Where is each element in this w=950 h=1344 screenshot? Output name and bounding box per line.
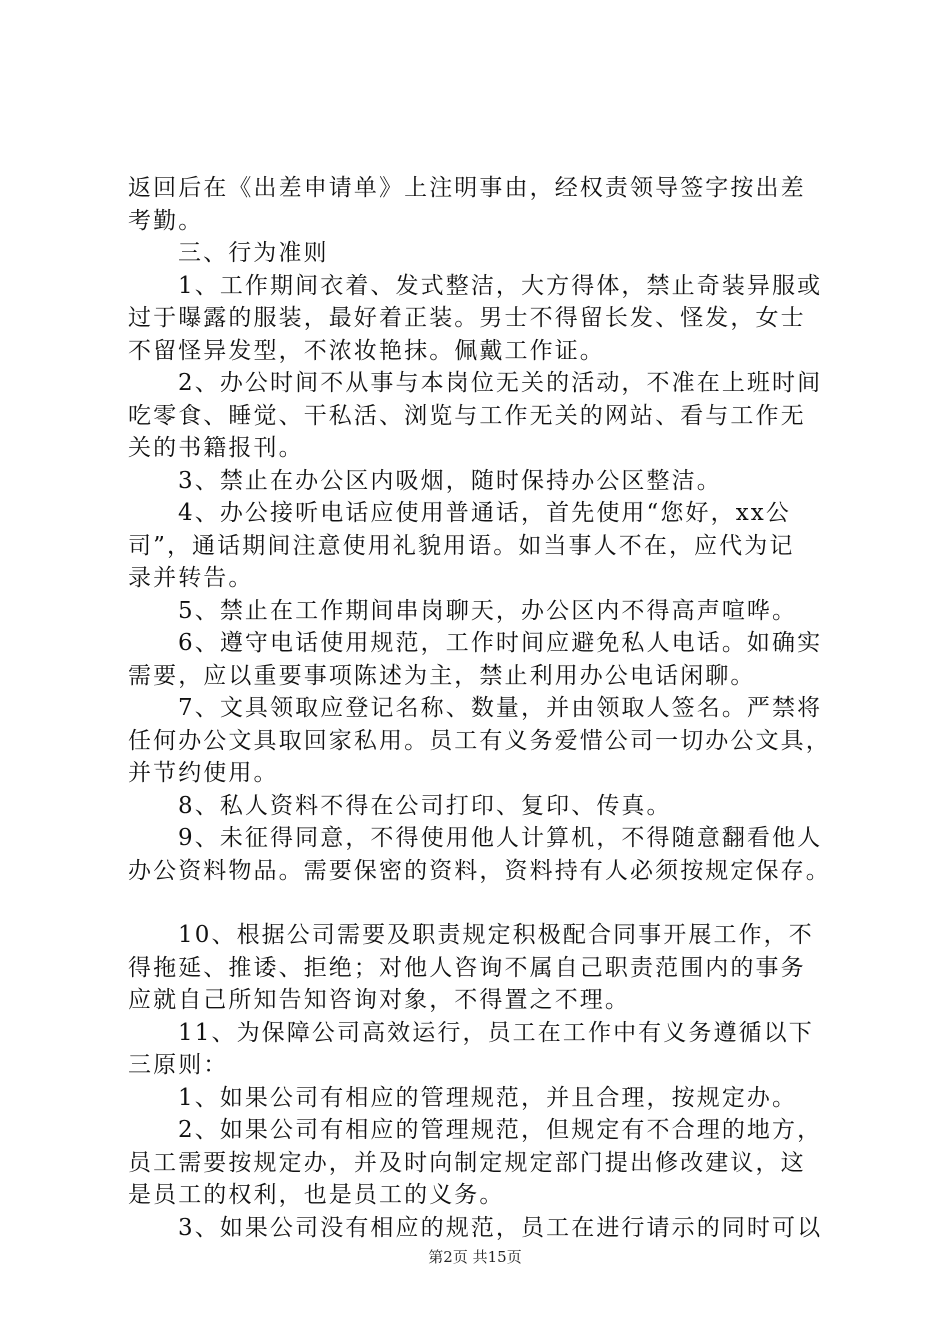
text-line: 6、遵守电话使用规范，工作时间应避免私人电话。如确实 — [178, 630, 823, 656]
text-line: 10、根据公司需要及职责规定积极配合同事开展工作，不 — [178, 922, 814, 948]
text-line: 8、私人资料不得在公司打印、复印、传真。 — [178, 792, 672, 819]
text-line: 三、行为准则 — [178, 240, 329, 266]
text-line: 3、如果公司没有相应的规范，员工在进行请示的同时可以 — [178, 1214, 823, 1241]
text-line: 办公资料物品。需要保密的资料，资料持有人必须按规定保存。 — [128, 857, 831, 884]
text-line: 2、如果公司有相应的管理规范，但规定有不合理的地方， — [178, 1117, 823, 1143]
text-line: 应就自己所知告知咨询对象，不得置之不理。 — [128, 987, 630, 1013]
text-line: 三原则： — [128, 1052, 229, 1078]
text-line: 5、禁止在工作期间串岗聊天，办公区内不得高声喧哗。 — [178, 597, 798, 624]
text-line: 返回后在《出差申请单》上注明事由，经权责领导签字按出差 — [128, 175, 806, 201]
text-line: 4、办公接听电话应使用普通话，首先使用“您好，xx公 — [178, 500, 791, 526]
text-line: 过于曝露的服装，最好着正装。男士不得留长发、怪发，女士 — [128, 305, 806, 331]
text-line: 司”，通话期间注意使用礼貌用语。如当事人不在，应代为记 — [128, 532, 795, 559]
text-line: 1、如果公司有相应的管理规范，并且合理，按规定办。 — [178, 1084, 798, 1111]
text-line: 关的书籍报刊。 — [128, 435, 304, 461]
text-line: 3、禁止在办公区内吸烟，随时保持办公区整洁。 — [178, 467, 722, 494]
text-line: 不留怪异发型，不浓妆艳抹。佩戴工作证。 — [128, 337, 605, 364]
text-line: 11、为保障公司高效运行，员工在工作中有义务遵循以下 — [178, 1019, 814, 1046]
text-line: 并节约使用。 — [128, 760, 279, 786]
text-line: 9、未征得同意，不得使用他人计算机，不得随意翻看他人 — [178, 825, 823, 851]
text-line: 员工需要按规定办，并及时向制定规定部门提出修改建议，这 — [128, 1149, 806, 1176]
text-line: 任何办公文具取回家私用。员工有义务爱惜公司一切办公文具， — [128, 727, 831, 754]
text-line: 吃零食、睡觉、干私活、浏览与工作无关的网站、看与工作无 — [128, 402, 806, 429]
text-line: 录并转告。 — [128, 565, 254, 591]
text-line: 2、办公时间不从事与本岗位无关的活动，不准在上班时间 — [178, 370, 823, 396]
page-footer: 第2页 共15页 — [428, 1248, 522, 1266]
text-line: 需要，应以重要事项陈述为主，禁止利用办公电话闲聊。 — [128, 662, 756, 689]
text-line: 得拖延、推诿、拒绝；对他人咨询不属自己职责范围内的事务 — [128, 954, 806, 981]
text-line: 1、工作期间衣着、发式整洁，大方得体，禁止奇装异服或 — [178, 272, 823, 299]
text-line: 是员工的权利，也是员工的义务。 — [128, 1182, 505, 1208]
text-line: 考勤。 — [128, 207, 204, 234]
paragraph-gap — [128, 887, 848, 919]
document-body — [128, 172, 848, 1244]
text-line: 7、文具领取应登记名称、数量，并由领取人签名。严禁将 — [178, 695, 823, 721]
